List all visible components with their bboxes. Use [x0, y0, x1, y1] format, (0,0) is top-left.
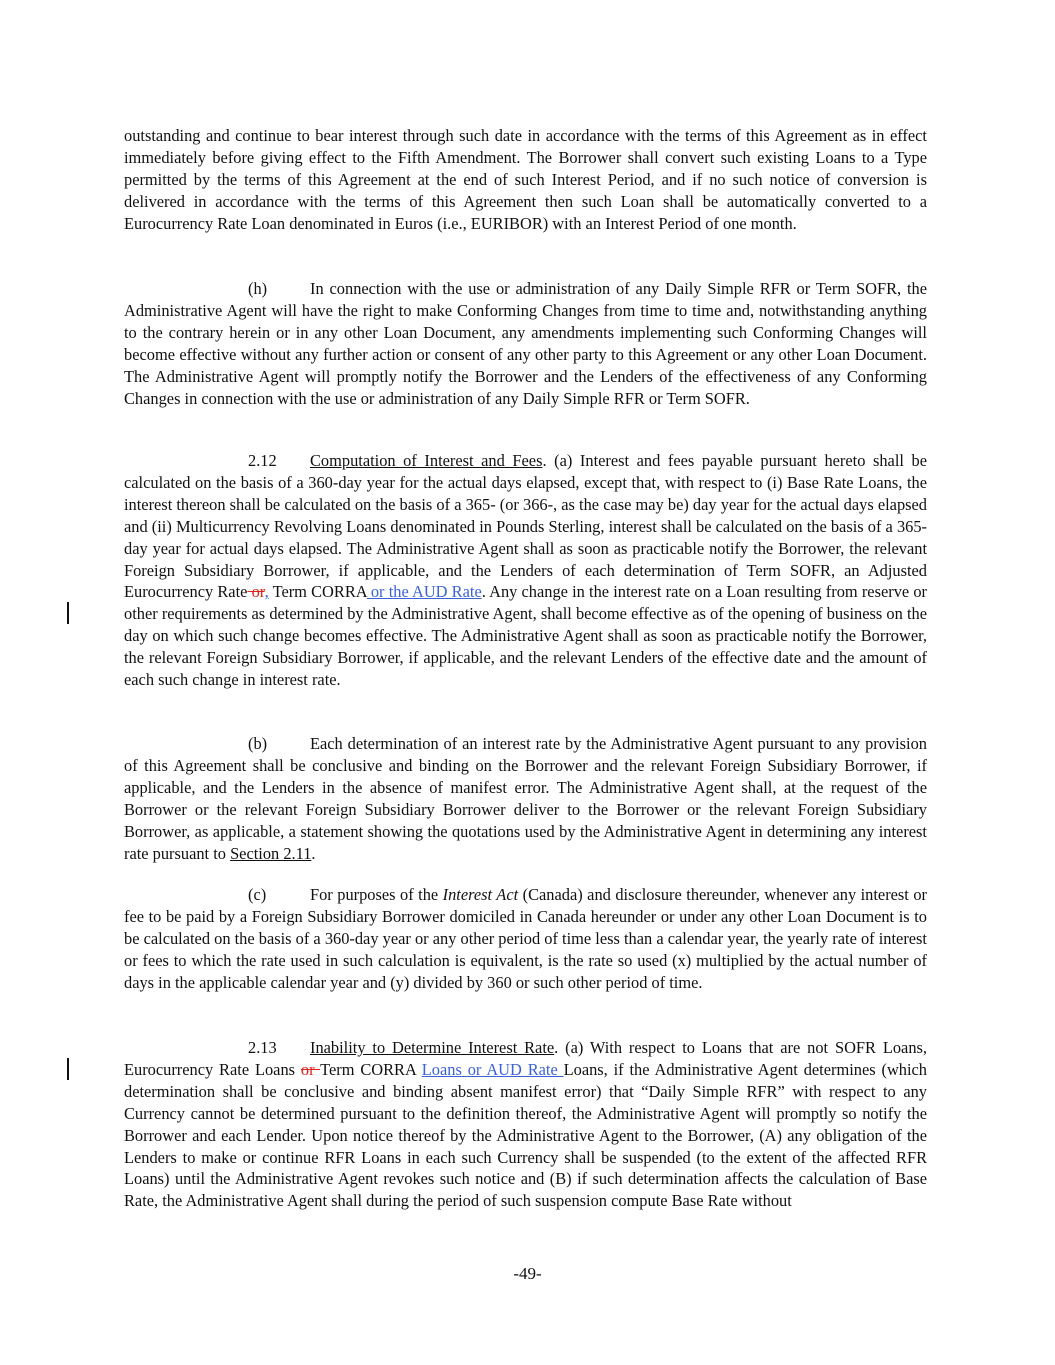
section-2-12 — [124, 450, 927, 691]
section-2-13 — [124, 1037, 927, 1212]
paragraph-intro — [124, 125, 927, 235]
clause-label: (h) — [248, 279, 268, 298]
paragraph-text: Term CORRA — [320, 1059, 422, 1079]
section-heading: Inability to Determine Interest Rate — [310, 1038, 555, 1057]
act-title: Interest Act — [442, 885, 519, 904]
change-bar — [67, 602, 69, 624]
clause-label: (b) — [248, 734, 268, 753]
inserted-text: Loans or AUD Rate — [421, 1059, 564, 1079]
paragraph-h — [124, 278, 927, 409]
inserted-text: or the AUD Rate — [366, 582, 482, 602]
paragraph-text: outstanding and continue to bear interest through such date in accordance with the terms of this Agreement as in effect immediately before giving effect to the Fifth Amendment. The Borrower shall convert such existing Loans to a Type permitted by the terms of this Agreement at the end of such Interest Period, and if no such notice of conversion is delivered in accordance with the terms of this Agreement then such Loan shall be automatically converted to a Eurocurrency Rate Loan denominated in Euros (i.e., EURIBOR) with an Interest Period of one month. — [124, 126, 927, 233]
paragraph-text: (Canada) and disclosure thereunder, whenever any interest or fee to be paid by a Foreign Subsidiary Borrower domiciled in Canada hereunder or under any other Loan Document is to be calculated on the basis of a 360-day year or any other period of time less than a calendar year, the yearly rate of interest or fees to which the rate used in such calculation is equivalent, is the rate so used (x) multiplied by the actual number of days in the applicable calendar year and (y) divided by 360 or such other period of time. — [124, 885, 927, 992]
inserted-text: , — [264, 582, 269, 602]
paragraph-text: . Any change in the interest rate on a Loan resulting from reserve or other requirements as determined by the Administrative Agent, shall become effective as of the opening of business on the day on which such change becomes effective. The Administrative Agent shall as soon as practicable notify the Borrower, the relevant Foreign Subsidiary Borrower, if applicable, and the relevant Lenders of the effective date and the amount of each such change in interest rate. — [124, 582, 927, 690]
section-number: 2.12 — [248, 451, 277, 470]
section-reference: Section 2.11 — [230, 843, 312, 863]
section-heading: Computation of Interest and Fees — [310, 451, 543, 470]
punctuation: . — [311, 843, 316, 863]
page-number: -49- — [513, 1264, 542, 1283]
paragraph-text: Loans, if the Administrative Agent determines (which determination shall be conclusive and binding absent manifest error) that “Daily Simple RFR” with respect to any Currency cannot be determined pursuant to the definition thereof, the Administrative Agent will promptly so notify the Borrower and each Lender. Upon notice thereof by the Administrative Agent to the Borrower, (A) any obligation of the Lenders to make or continue RFR Loans in each such Currency shall be suspended (to the extent of the affected RFR Loans) until the Administrative Agent revokes such notice and (B) if such determination affects the calculation of Base Rate, the Administrative Agent shall during the period of such suspension compute Base Rate without — [124, 1059, 927, 1211]
paragraph-text: . (a) With respect to Loans that are not SOFR Loans, Eurocurrency Rate Loans — [124, 1038, 927, 1079]
paragraph-text: For purposes of the — [310, 885, 443, 904]
change-bar — [67, 1058, 69, 1080]
paragraph-text: . (a) Interest and fees payable pursuant hereto shall be calculated on the basis of a 360-day year for the actual days elapsed, except that, with respect to (i) Base Rate Loans, the interest thereon shall be calculated on the basis of a 365- (or 366-, as the case may be) day year for the actual days elapsed and (ii) Multicurrency Revolving Loans denominated in Pounds Sterling, interest shall be calculated on the basis of a 365-day year for actual days elapsed. The Administrative Agent shall as soon as practicable notify the Borrower, the relevant Foreign Subsidiary Borrower, if applicable, and the Lenders of each determination of Term SOFR, an Adjusted Eurocurrency Rate — [124, 451, 927, 602]
paragraph-c — [124, 884, 927, 994]
deleted-text: or — [300, 1059, 321, 1079]
deleted-text: or — [247, 582, 265, 602]
paragraph-b — [124, 733, 927, 864]
paragraph-text: Each determination of an interest rate by the Administrative Agent pursuant to any provision of this Agreement shall be conclusive and binding on the Borrower and the relevant Foreign Subsidiary Borrower, if applicable, and the Lenders in the absence of manifest error. The Administrative Agent shall, at the request of the Borrower or the relevant Foreign Subsidiary Borrower deliver to the Borrower or the relevant Foreign Subsidiary Borrower, as applicable, a statement showing the quotations used by the Administrative Agent in determining any interest rate pursuant to — [124, 734, 927, 863]
paragraph-text: Term CORRA — [268, 582, 367, 602]
section-number: 2.13 — [248, 1038, 277, 1057]
paragraph-text: In connection with the use or administration of any Daily Simple RFR or Term SOFR, the Administrative Agent will have the right to make Conforming Changes from time to time and, notwithstanding anything to the contrary herein or in any other Loan Document, any amendments implementing such Conforming Changes will become effective without any further action or consent of any other party to this Agreement or any other Loan Document. The Administrative Agent will promptly notify the Borrower and the Lenders of the effectiveness of any Conforming Changes in connection with the use or administration of any Daily Simple RFR or Term SOFR. — [124, 279, 927, 408]
clause-label: (c) — [248, 885, 267, 904]
